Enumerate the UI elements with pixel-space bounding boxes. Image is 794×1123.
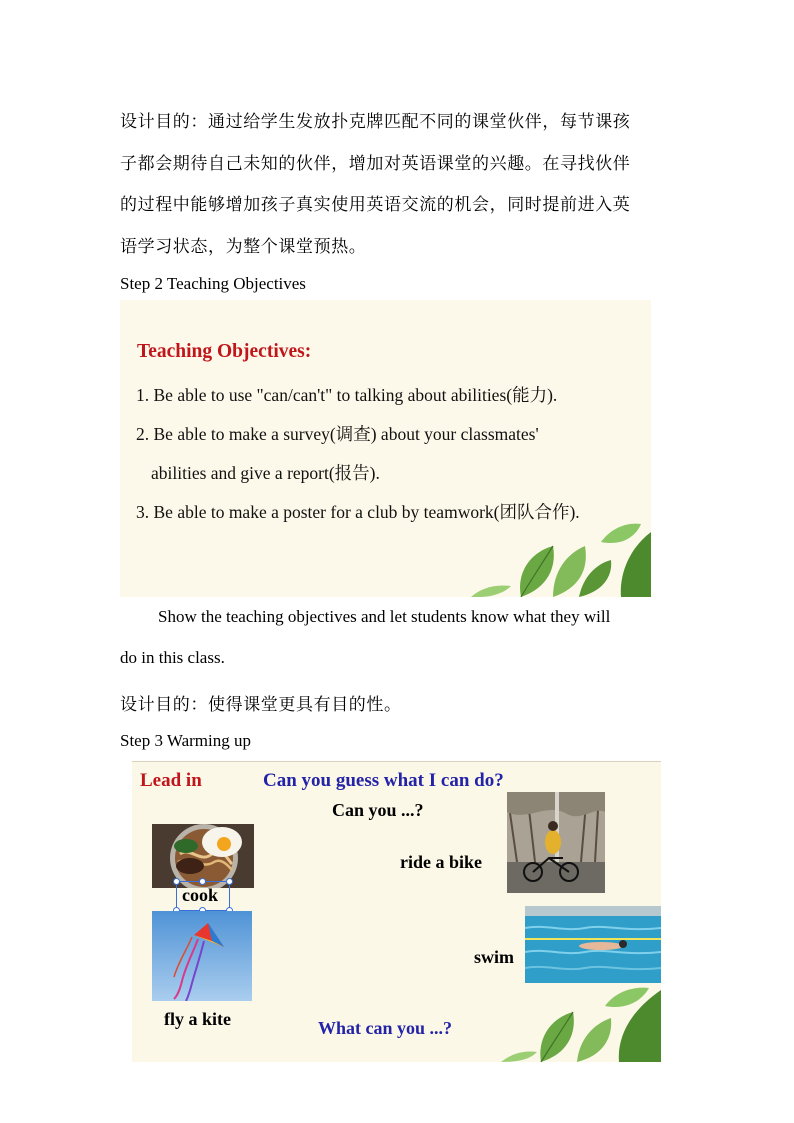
cook-label[interactable]: cook: [182, 885, 218, 905]
objective-1: 1. Be able to use "can/can't" to talking about abilities(能力).: [136, 385, 558, 405]
ride-a-bike-label: ride a bike: [400, 852, 483, 872]
objective-3: 3. Be able to make a poster for a club by teamwork(团队合作).: [136, 502, 580, 522]
step2-purpose: 设计目的：使得课堂更具有目的性。: [120, 695, 402, 715]
intro-line-3: 的过程中能够增加孩子真实使用英语交流的机会，同时提前进入英: [120, 195, 631, 215]
step2-description-line-1: Show the teaching objectives and let students know what they will: [158, 607, 611, 626]
leaves-decoration: [501, 962, 661, 1062]
bike-photo: [507, 792, 605, 893]
step2-description-line-2: do in this class.: [120, 648, 225, 667]
leaves-decoration: [461, 502, 651, 597]
lead-in-title: Lead in: [140, 770, 202, 791]
kite-photo: [152, 911, 252, 1001]
warming-up-slide: [132, 761, 661, 1062]
intro-line-4: 语学习状态，为整个课堂预热。: [120, 237, 367, 257]
fly-a-kite-label: fly a kite: [164, 1009, 231, 1029]
resize-handle[interactable]: [173, 878, 180, 885]
objectives-slide: [120, 300, 651, 597]
resize-handle[interactable]: [199, 878, 206, 885]
guess-question: Can you guess what I can do?: [263, 770, 504, 791]
swim-label: swim: [474, 947, 514, 967]
intro-line-2: 子都会期待自己未知的伙伴，增加对英语课堂的兴趣。在寻找伙伴: [120, 154, 631, 174]
intro-line-1: 设计目的：通过给学生发放扑克牌匹配不同的课堂伙伴，每节课孩: [120, 112, 631, 132]
objectives-title: Teaching Objectives:: [137, 341, 312, 362]
step3-heading: Step 3 Warming up: [120, 731, 252, 750]
objective-2-continued: abilities and give a report(报告).: [151, 463, 380, 483]
what-can-you-prompt: What can you ...?: [318, 1018, 453, 1038]
step2-heading: Step 2 Teaching Objectives: [120, 274, 306, 293]
can-you-prompt: Can you ...?: [332, 800, 424, 820]
resize-handle[interactable]: [226, 878, 233, 885]
objective-2: 2. Be able to make a survey(调查) about your classmates': [136, 424, 539, 444]
